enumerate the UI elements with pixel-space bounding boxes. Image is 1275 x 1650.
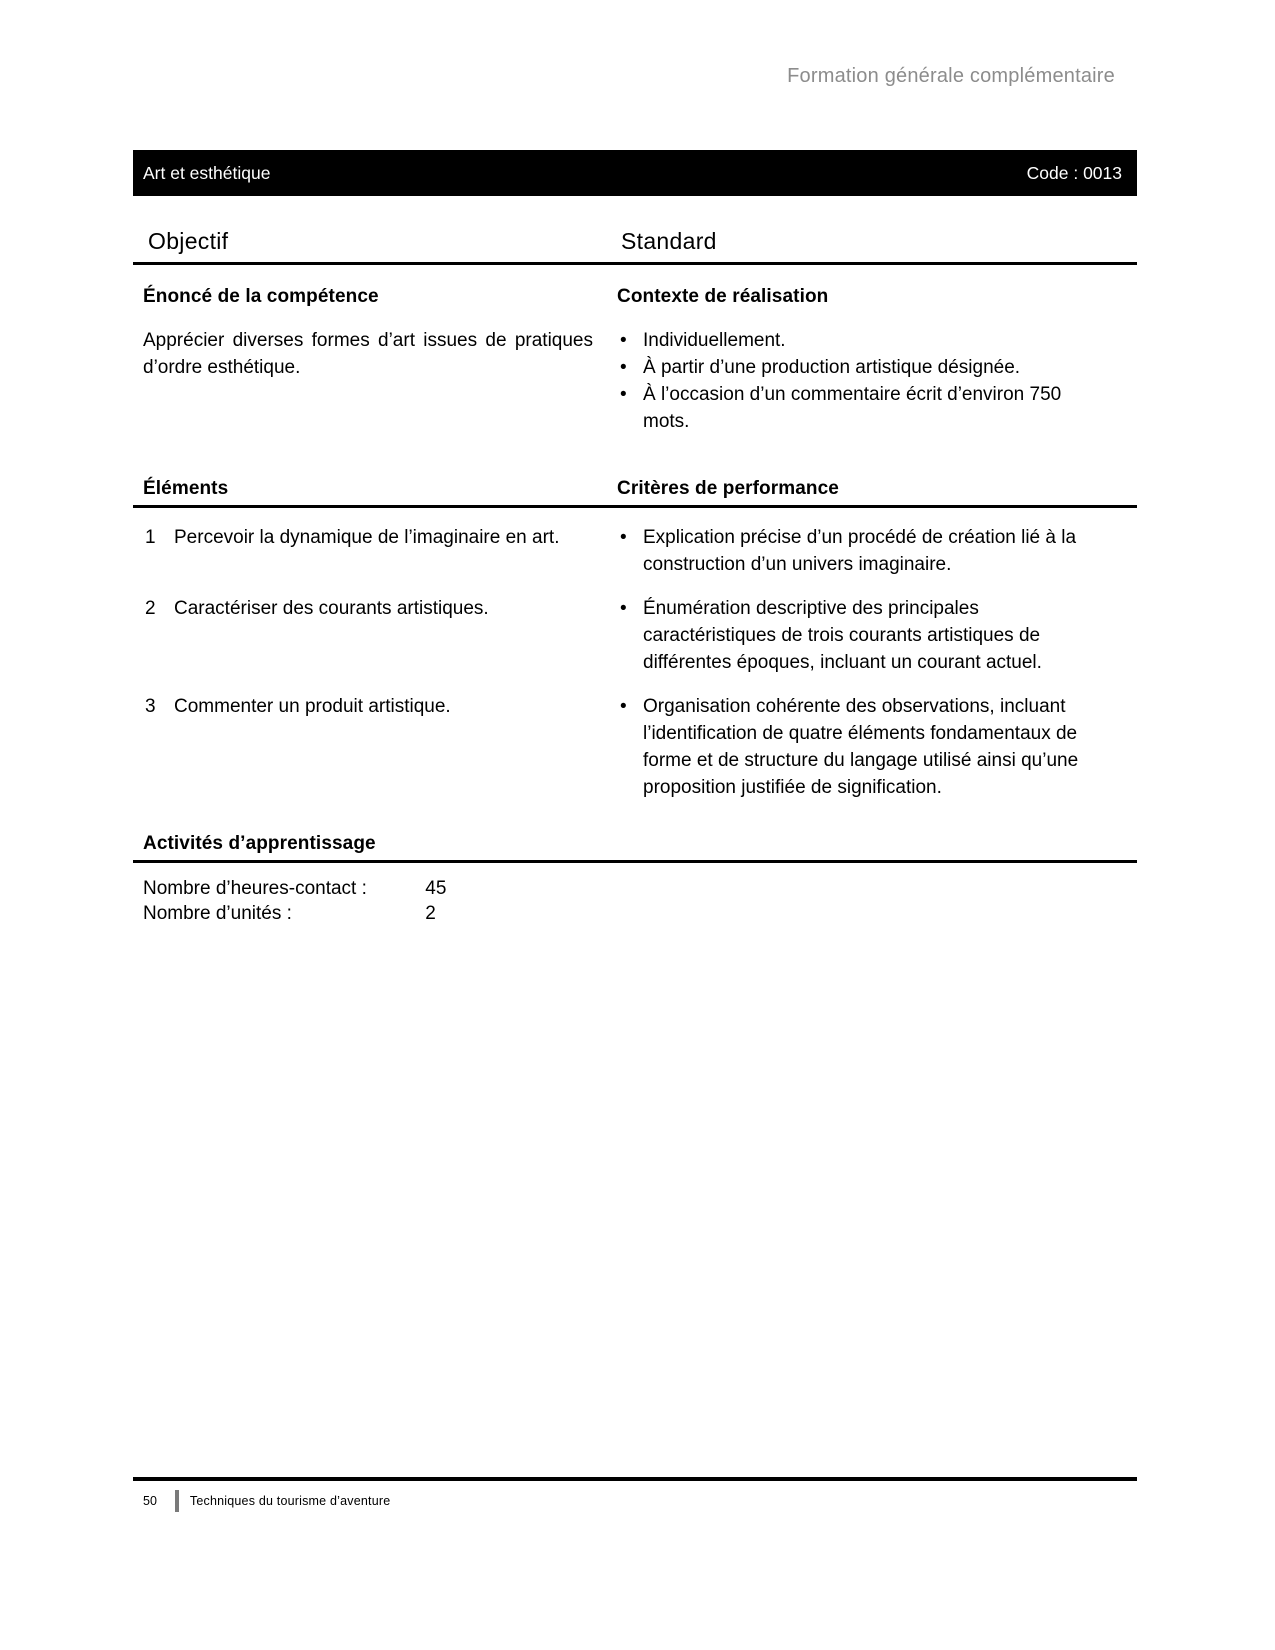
element-item bbox=[133, 595, 617, 676]
running-header: Formation générale complémentaire bbox=[787, 65, 1115, 87]
critere-bullet: • Explication précise d’un procédé de création lié à la construction d’un univers imaginaire. bbox=[617, 524, 1087, 578]
hours-row bbox=[143, 876, 1137, 901]
contexte-bullet-list bbox=[617, 327, 1087, 435]
elements-criteres-rows bbox=[133, 508, 1137, 801]
column-headings bbox=[133, 226, 1137, 256]
element-number: 1 bbox=[145, 527, 156, 548]
element-text: Percevoir la dynamique de l’imaginaire en art. bbox=[174, 527, 560, 548]
element-text: Commenter un produit artistique. bbox=[174, 696, 451, 717]
element-row bbox=[133, 595, 1137, 676]
critere-bullet: • Organisation cohérente des observations, incluant l’identification de quatre éléments fondamentaux de forme et de structure du langage utilisé ainsi qu’une proposition justifiée de signification. bbox=[617, 693, 1087, 801]
criteres-heading: Critères de performance bbox=[617, 478, 839, 499]
critere-bullet-list bbox=[617, 693, 1087, 801]
element-text: Caractériser des courants artistiques. bbox=[174, 598, 489, 619]
page-footer bbox=[133, 1477, 1137, 1512]
contexte-bullet: • À l’occasion d’un commentaire écrit d’environ 750 mots. bbox=[617, 381, 1087, 435]
activites-rows bbox=[133, 876, 1137, 926]
element-item bbox=[133, 693, 617, 801]
footer-divider bbox=[175, 1490, 179, 1512]
footer-row bbox=[133, 1490, 1137, 1512]
critere-bullet-list bbox=[617, 524, 1087, 578]
units-value: 2 bbox=[425, 903, 436, 924]
competence-cell bbox=[133, 285, 617, 435]
elements-heading: Éléments bbox=[143, 478, 229, 499]
units-row bbox=[143, 901, 1137, 926]
contexte-bullet: • Individuellement. bbox=[617, 327, 1087, 354]
element-item bbox=[133, 524, 617, 578]
competence-text: Apprécier diverses formes d’art issues de pratiques d’ordre esthétique. bbox=[143, 330, 593, 378]
element-number: 3 bbox=[145, 696, 156, 717]
page-content bbox=[133, 0, 1137, 926]
hours-label: Nombre d’heures-contact : bbox=[143, 878, 367, 899]
critere-bullet-list bbox=[617, 595, 1087, 676]
standard-heading: Standard bbox=[621, 228, 717, 254]
objectif-heading: Objectif bbox=[148, 228, 229, 254]
course-title-bar bbox=[133, 150, 1137, 196]
program-name: Techniques du tourisme d’aventure bbox=[189, 1494, 391, 1508]
contexte-heading: Contexte de réalisation bbox=[617, 286, 829, 307]
element-row bbox=[133, 524, 1137, 578]
footer-rule bbox=[133, 1477, 1137, 1481]
course-title: Art et esthétique bbox=[143, 162, 271, 183]
course-code: Code : 0013 bbox=[1026, 162, 1122, 183]
page-number: 50 bbox=[143, 1494, 157, 1508]
element-row bbox=[133, 693, 1137, 801]
units-label: Nombre d’unités : bbox=[143, 903, 292, 924]
contexte-bullet: • À partir d’une production artistique désignée. bbox=[617, 354, 1087, 381]
contexte-cell bbox=[617, 285, 1137, 435]
elements-criteres-headings bbox=[133, 477, 1137, 501]
hours-value: 45 bbox=[425, 878, 447, 899]
activites-heading: Activités d’apprentissage bbox=[143, 833, 376, 854]
competence-heading: Énoncé de la compétence bbox=[143, 286, 379, 307]
critere-bullet: • Énumération descriptive des principales caractéristiques de trois courants artistiques de différentes époques, incluant un courant actuel. bbox=[617, 595, 1087, 676]
rule-activites bbox=[133, 860, 1137, 863]
element-number: 2 bbox=[145, 598, 156, 619]
competence-contexte-section bbox=[133, 265, 1137, 435]
